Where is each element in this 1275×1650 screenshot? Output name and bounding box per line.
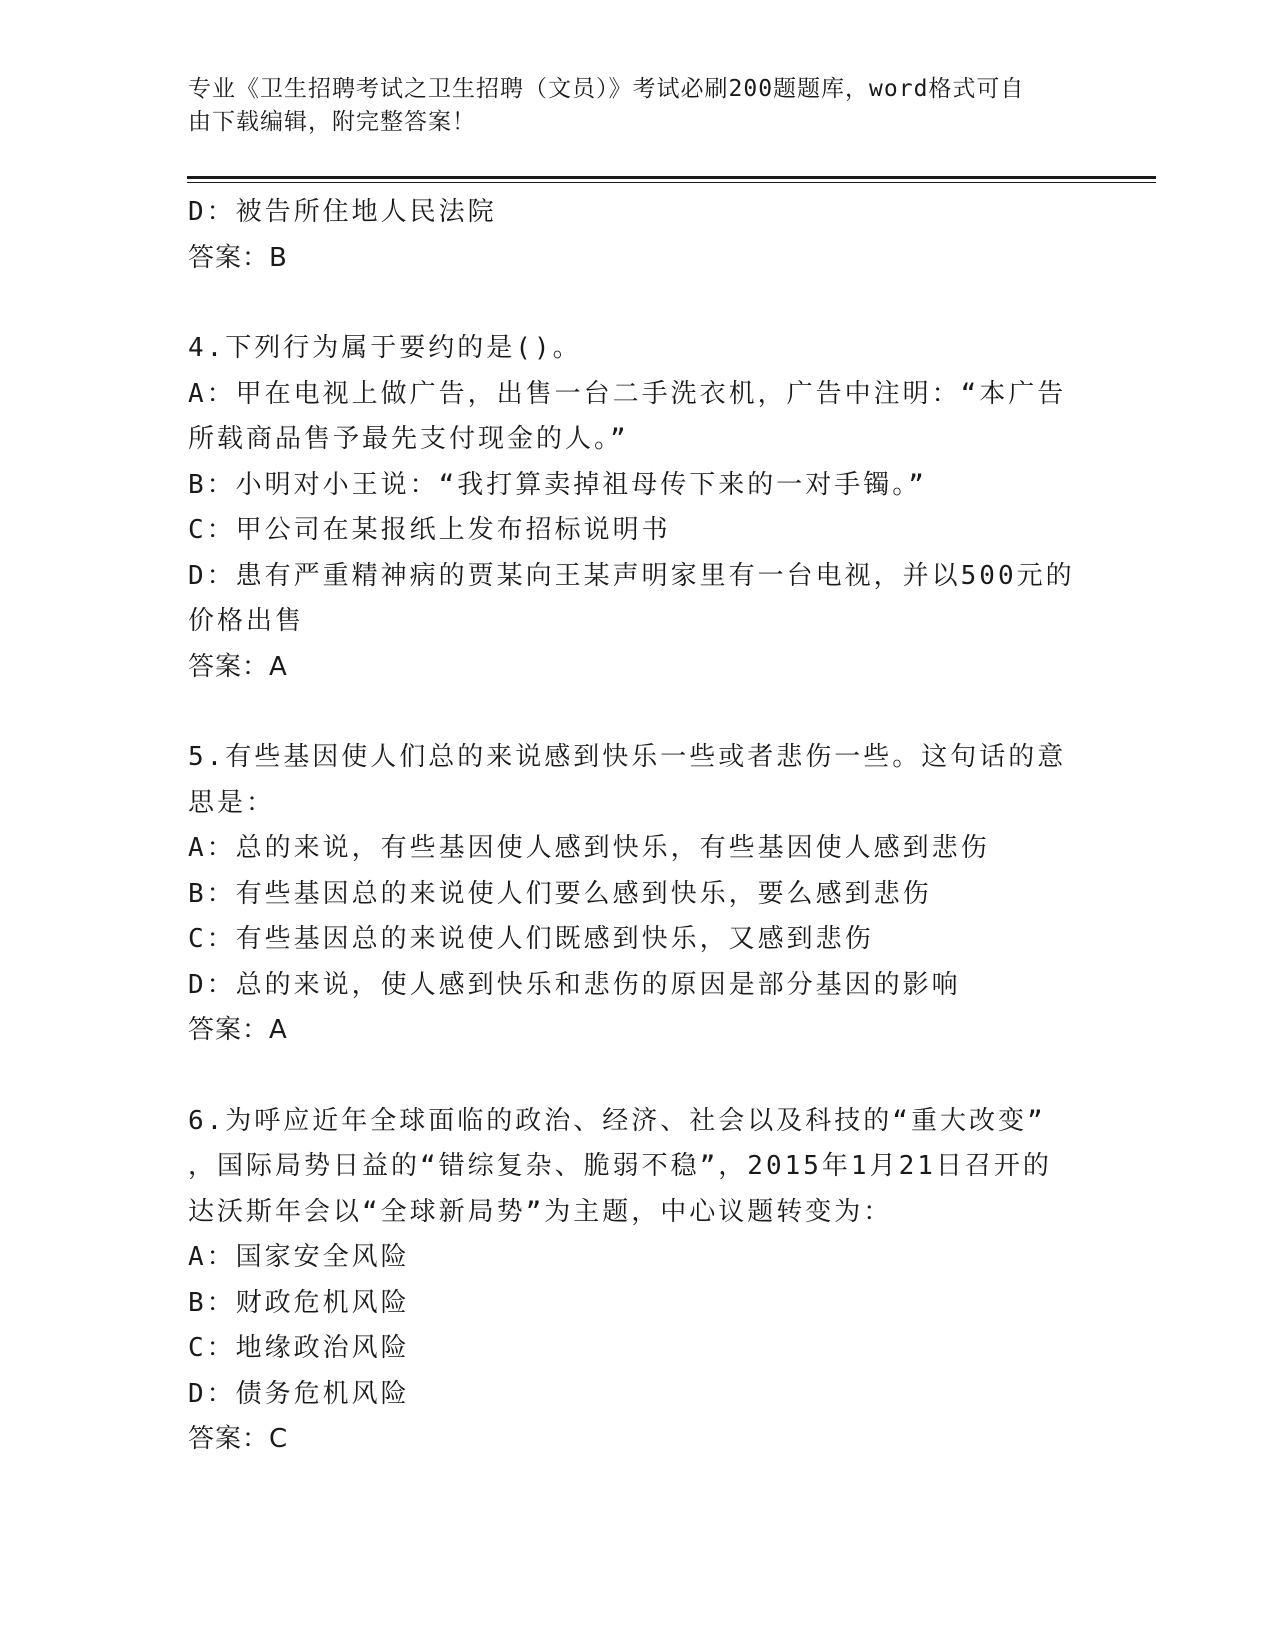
answer: 答案：A [188, 1015, 288, 1045]
option-a-line-1: A：甲在电视上做广告，出售一台二手洗衣机，广告中注明：“本广告 [188, 378, 1067, 409]
option-d: D：债务危机风险 [188, 1378, 410, 1409]
question-text-line-1: 5.有些基因使人们总的来说感到快乐一些或者悲伤一些。这句话的意 [188, 742, 1067, 772]
spacer [188, 690, 1088, 735]
option-b: B：有些基因总的来说使人们要么感到快乐，要么感到悲伤 [188, 878, 932, 909]
option-c: C：地缘政治风险 [188, 1333, 410, 1363]
question-5 [188, 735, 1088, 1054]
question-text-line-3: 达沃斯年会以“全球新局势”为主题，中心议题转变为： [188, 1196, 893, 1227]
option-a: A：国家安全风险 [188, 1242, 410, 1272]
question-list [188, 190, 1088, 1463]
option-d-line-2: 价格出售 [188, 606, 305, 636]
question-text: 4.下列行为属于要约的是()。 [188, 333, 582, 363]
option-d: D：被告所住地人民法院 [188, 197, 497, 227]
option-d: D：总的来说，使人感到快乐和悲伤的原因是部分基因的影响 [188, 969, 961, 1000]
question-6 [188, 1099, 1088, 1463]
question-text-line-1: 6.为呼应近年全球面临的政治、经济、社会以及科技的“重大改变” [188, 1105, 1046, 1136]
question-3-tail [188, 190, 1088, 281]
answer: 答案：C [188, 1424, 289, 1454]
header-line-2: 由下载编辑，附完整答案！ [188, 109, 476, 135]
option-a-line-2: 所载商品售予最先支付现金的人。” [188, 424, 629, 454]
header-divider-thin [187, 182, 1156, 183]
option-b: B：小明对小王说：“我打算卖掉祖母传下来的一对手镯。” [188, 469, 927, 500]
header-line-1: 专业《卫生招聘考试之卫生招聘（文员）》考试必刷200题题库，word格式可自 [188, 76, 1025, 102]
question-text-line-2: 思是： [188, 787, 276, 818]
option-a: A：总的来说，有些基因使人感到快乐，有些基因使人感到悲伤 [188, 833, 990, 863]
question-text-line-2: ，国际局势日益的“错综复杂、脆弱不稳”，2015年1月21日召开的 [188, 1151, 1052, 1181]
option-b: B：财政危机风险 [188, 1287, 410, 1318]
question-4 [188, 326, 1088, 690]
spacer [188, 281, 1088, 326]
answer: 答案：B [188, 242, 288, 273]
answer: 答案：A [188, 651, 288, 682]
option-c: C：有些基因总的来说使人们既感到快乐，又感到悲伤 [188, 924, 874, 954]
page-header [188, 73, 1088, 139]
header-divider-thick [187, 176, 1156, 179]
option-d-line-1: D：患有严重精神病的贾某向王某声明家里有一台电视，并以500元的 [188, 560, 1075, 591]
option-c: C：甲公司在某报纸上发布招标说明书 [188, 515, 671, 545]
spacer [188, 1054, 1088, 1099]
